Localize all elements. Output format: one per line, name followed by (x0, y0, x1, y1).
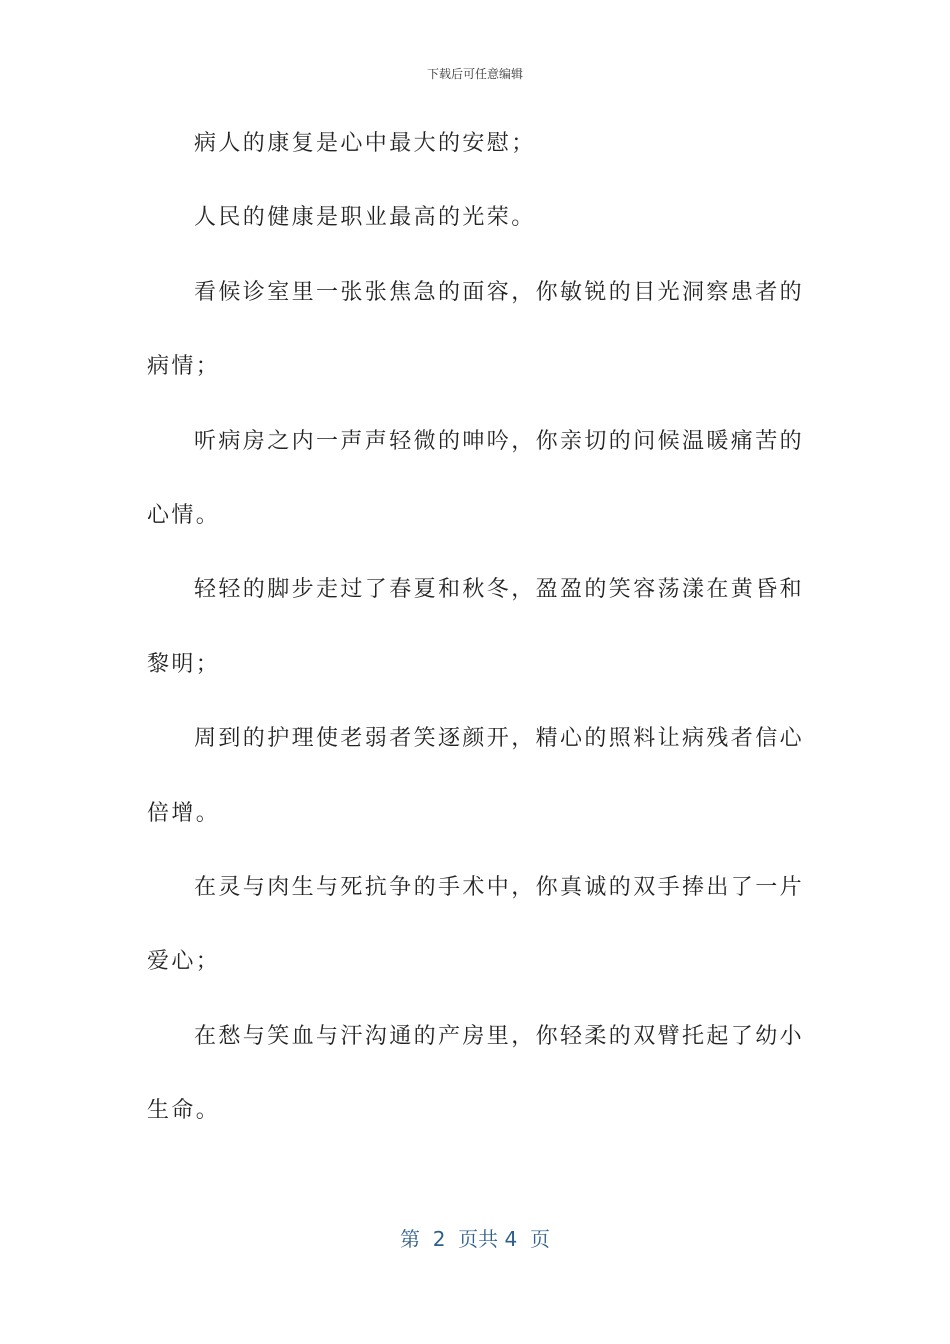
paragraph-line: 病情； (147, 354, 221, 380)
paragraph-line: 人民的健康是职业最高的光荣。 (194, 205, 536, 231)
paragraph-line: 心情。 (147, 502, 221, 528)
paragraph-line: 在灵与肉生与死抗争的手术中，你真诚的双手捧出了一片 (194, 874, 805, 900)
document-body (147, 125, 805, 1129)
paragraph-line: 周到的护理使老弱者笑逐颜开，精心的照料让病残者信心 (194, 726, 805, 752)
paragraph-line: 病人的康复是心中最大的安慰； (194, 131, 536, 156)
paragraph-line: 生命。 (147, 1098, 221, 1124)
paragraph-line: 倍增。 (147, 800, 221, 826)
paragraph-line: 听病房之内一声声轻微的呻吟，你亲切的问候温暖痛苦的 (194, 428, 805, 454)
paragraph-line: 看候诊室里一张张焦急的面容，你敏锐的目光洞察患者的 (194, 279, 805, 305)
paragraph-line: 轻轻的脚步走过了春夏和秋冬，盈盈的笑容荡漾在黄昏和 (194, 577, 805, 603)
paragraph-line: 爱心； (147, 949, 221, 975)
paragraph-line: 黎明； (147, 651, 221, 677)
paragraph-line: 在愁与笑血与汗沟通的产房里，你轻柔的双臂托起了幼小 (194, 1023, 805, 1049)
page-number-footer: 第 2 页共 4 页 (400, 1227, 550, 1251)
page-header-note: 下载后可任意编辑 (426, 67, 523, 81)
